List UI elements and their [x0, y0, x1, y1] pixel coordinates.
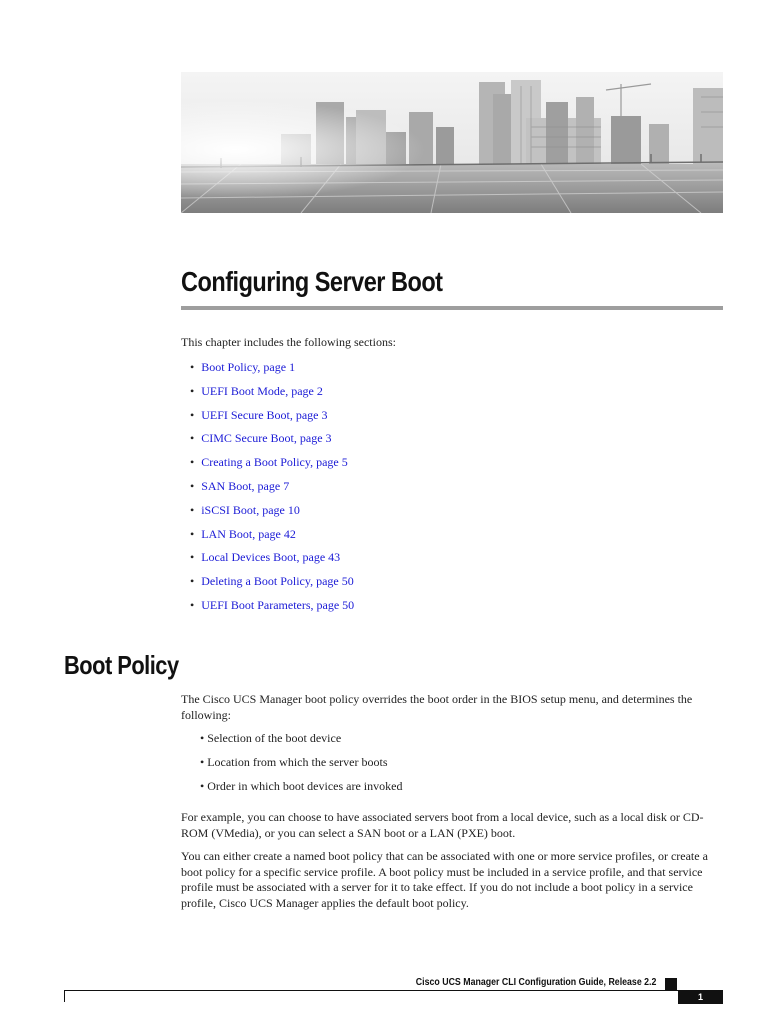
toc-link-cimc-secure-boot[interactable]: CIMC Secure Boot, page 3 — [201, 431, 332, 446]
list-item: • Order in which boot devices are invoked — [200, 779, 403, 793]
toc-link-boot-policy[interactable]: Boot Policy, page 1 — [201, 360, 296, 374]
footer-tick — [64, 990, 65, 1002]
table-of-contents — [190, 360, 354, 622]
section-paragraph: You can either create a named boot policy that can be associated with one or more service profiles, or create a boot policy for a specific service profile. A boot policy must be included in a service profile, and that service profile must be associated with a server for it to take effect. If you do not include a boot policy in a service profile, Cisco UCS Manager applies the default boot policy. — [181, 849, 708, 910]
toc-link-uefi-boot-mode[interactable]: UEFI Boot Mode, page 2 — [201, 383, 323, 398]
toc-item: • LAN Boot, page 42 — [190, 526, 296, 541]
banner-image — [181, 72, 723, 213]
toc-link-lan-boot[interactable]: LAN Boot, page 42 — [201, 526, 296, 541]
boot-policy-list — [200, 731, 402, 803]
footer-rule — [64, 990, 723, 991]
footer-guide-title: Cisco UCS Manager CLI Configuration Guide, Release 2.2 — [415, 977, 656, 988]
toc-link-iscsi-boot[interactable]: iSCSI Boot, page 10 — [201, 502, 300, 517]
toc-item: • UEFI Boot Mode, page 2 — [190, 383, 323, 398]
title-rule — [181, 306, 723, 310]
toc-link-deleting-boot-policy[interactable]: Deleting a Boot Policy, page 50 — [201, 574, 354, 589]
section-title: Boot Policy — [64, 650, 179, 680]
toc-item: • Deleting a Boot Policy, page 50 — [190, 574, 354, 589]
toc-item: • UEFI Boot Parameters, page 50 — [190, 597, 355, 612]
toc-item: • iSCSI Boot, page 10 — [190, 502, 300, 517]
chapter-title: Configuring Server Boot — [181, 266, 443, 297]
section-paragraph: The Cisco UCS Manager boot policy overrides the boot order in the BIOS setup menu, and determines the following: — [181, 692, 693, 722]
toc-item: • Boot Policy, page 1 — [190, 360, 296, 374]
chapter-intro: This chapter includes the following sections: — [181, 335, 396, 349]
toc-link-creating-boot-policy[interactable]: Creating a Boot Policy, page 5 — [201, 455, 348, 470]
toc-item: • CIMC Secure Boot, page 3 — [190, 431, 332, 446]
toc-item: • Creating a Boot Policy, page 5 — [190, 455, 348, 470]
toc-link-uefi-boot-parameters[interactable]: UEFI Boot Parameters, page 50 — [201, 597, 355, 612]
list-item: • Selection of the boot device — [200, 731, 342, 745]
toc-item: • Local Devices Boot, page 43 — [190, 550, 341, 565]
section-paragraph: For example, you can choose to have associated servers boot from a local device, such as a local disk or CD-ROM (VMedia), or you can select a SAN boot or a LAN (PXE) boot. — [181, 810, 704, 840]
footer-marker — [665, 978, 677, 990]
list-item: • Location from which the server boots — [200, 755, 388, 769]
toc-link-uefi-secure-boot[interactable]: UEFI Secure Boot, page 3 — [201, 407, 328, 422]
toc-item: • UEFI Secure Boot, page 3 — [190, 407, 328, 422]
toc-link-san-boot[interactable]: SAN Boot, page 7 — [201, 478, 290, 493]
toc-link-local-devices-boot[interactable]: Local Devices Boot, page 43 — [201, 550, 341, 565]
page-number: 1 — [678, 990, 723, 1004]
toc-item: • SAN Boot, page 7 — [190, 478, 290, 493]
